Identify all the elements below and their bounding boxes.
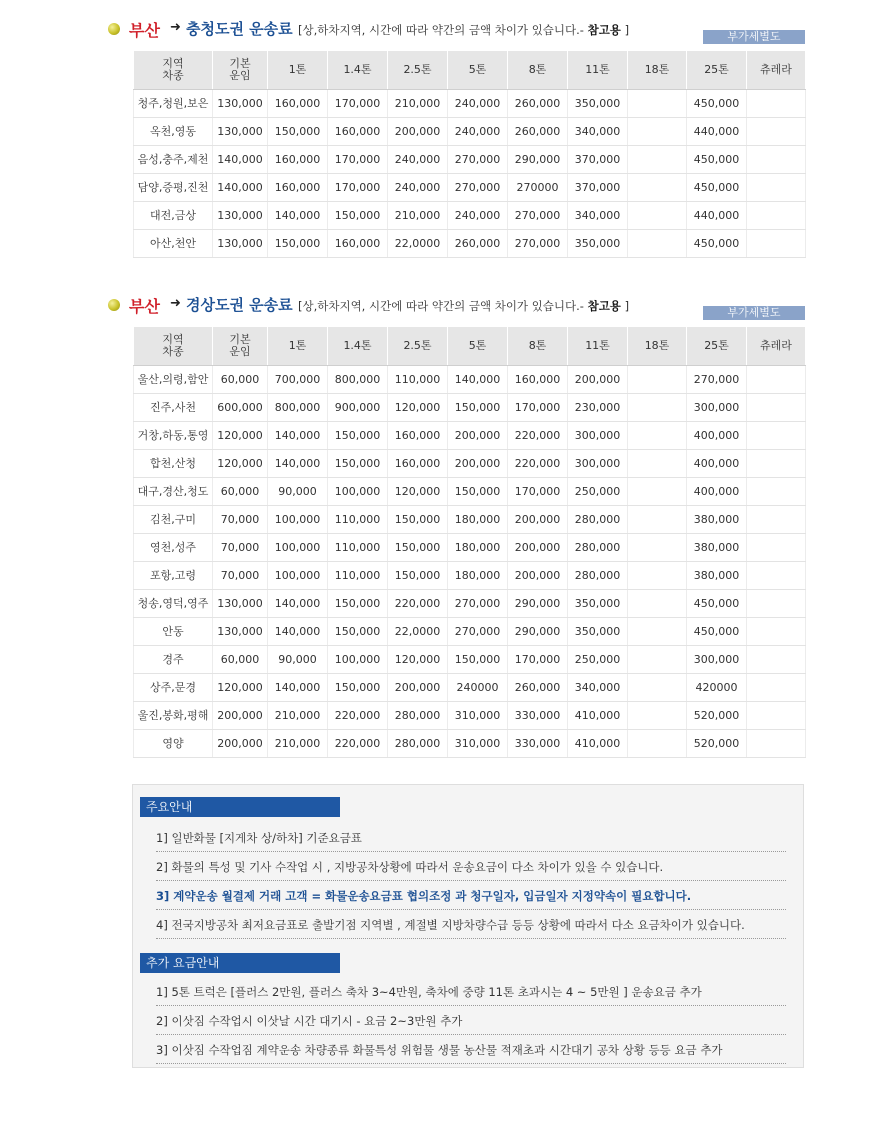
fare-cell: 150,000	[268, 230, 328, 258]
fare-cell: 400,000	[687, 478, 747, 506]
column-header: 11톤	[568, 51, 628, 90]
fare-cell: 140,000	[268, 674, 328, 702]
vat-excluded-badge: 부가세별도	[703, 30, 805, 44]
fare-cell: 180,000	[448, 506, 508, 534]
fare-cell	[747, 506, 806, 534]
column-header: 1.4톤	[328, 51, 388, 90]
fare-cell	[747, 118, 806, 146]
fare-cell: 210,000	[388, 202, 448, 230]
table-row	[134, 450, 806, 478]
table-row	[134, 506, 806, 534]
fare-cell: 70,000	[213, 506, 268, 534]
fare-cell: 300,000	[568, 450, 628, 478]
region-cell: 아산,천안	[134, 230, 213, 258]
fare-cell	[747, 146, 806, 174]
fare-cell: 280,000	[568, 562, 628, 590]
fare-cell: 400,000	[687, 450, 747, 478]
fare-cell: 340,000	[568, 118, 628, 146]
fare-cell: 900,000	[328, 394, 388, 422]
fare-cell: 160,000	[508, 366, 568, 394]
fare-cell	[747, 394, 806, 422]
fare-cell	[628, 562, 687, 590]
fare-cell: 400,000	[687, 422, 747, 450]
fare-cell: 260,000	[508, 674, 568, 702]
fare-cell: 150,000	[448, 394, 508, 422]
extra-fee-item: 2] 이삿짐 수작업시 이삿날 시간 대기시 - 요금 2~3만원 추가	[156, 1008, 786, 1035]
fare-cell: 180,000	[448, 534, 508, 562]
fare-cell: 180,000	[448, 562, 508, 590]
fare-cell: 140,000	[448, 366, 508, 394]
fare-cell: 90,000	[268, 646, 328, 674]
fare-cell	[747, 562, 806, 590]
fare-cell: 150,000	[328, 674, 388, 702]
fare-cell	[628, 506, 687, 534]
table-row	[134, 174, 806, 202]
fare-cell: 100,000	[268, 562, 328, 590]
region-cell: 경주	[134, 646, 213, 674]
fare-cell: 160,000	[388, 450, 448, 478]
fare-cell: 270,000	[687, 366, 747, 394]
column-header: 8톤	[508, 327, 568, 366]
fare-cell: 140,000	[268, 618, 328, 646]
fare-cell: 300,000	[687, 646, 747, 674]
fare-cell: 210,000	[268, 702, 328, 730]
fare-cell: 220,000	[508, 450, 568, 478]
fare-cell: 450,000	[687, 146, 747, 174]
fare-cell	[628, 478, 687, 506]
arrow-right-icon: ➜	[170, 20, 181, 35]
region-cell: 옥천,영동	[134, 118, 213, 146]
table-row	[134, 618, 806, 646]
region-cell: 김천,구미	[134, 506, 213, 534]
table-row	[134, 422, 806, 450]
column-header: 25톤	[687, 51, 747, 90]
fare-cell: 160,000	[268, 90, 328, 118]
fare-cell: 450,000	[687, 230, 747, 258]
fare-cell: 340,000	[568, 202, 628, 230]
table-row	[134, 590, 806, 618]
region-cell: 안동	[134, 618, 213, 646]
fare-cell	[628, 702, 687, 730]
fare-cell: 210,000	[268, 730, 328, 758]
fare-cell	[628, 146, 687, 174]
fare-cell: 280,000	[388, 730, 448, 758]
fare-cell: 250,000	[568, 646, 628, 674]
vat-excluded-badge: 부가세별도	[703, 306, 805, 320]
fare-cell: 450,000	[687, 590, 747, 618]
fare-cell: 140,000	[268, 422, 328, 450]
fare-cell: 200,000	[213, 730, 268, 758]
fare-cell: 240,000	[388, 146, 448, 174]
fare-cell: 350,000	[568, 230, 628, 258]
fare-cell: 270,000	[448, 146, 508, 174]
column-header: 기본 운임	[213, 51, 268, 90]
fare-cell: 220,000	[508, 422, 568, 450]
table-row	[134, 478, 806, 506]
info-box	[132, 784, 804, 1068]
fare-cell: 140,000	[268, 590, 328, 618]
fare-cell: 440,000	[687, 202, 747, 230]
fare-cell: 140,000	[213, 146, 268, 174]
fare-cell: 350,000	[568, 90, 628, 118]
fare-cell: 200,000	[448, 450, 508, 478]
fare-cell	[628, 618, 687, 646]
fare-cell: 170,000	[328, 174, 388, 202]
fare-cell: 22,0000	[388, 230, 448, 258]
fare-cell: 520,000	[687, 702, 747, 730]
column-header: 8톤	[508, 51, 568, 90]
region-cell: 진주,사천	[134, 394, 213, 422]
column-header: 11톤	[568, 327, 628, 366]
fare-cell: 150,000	[328, 618, 388, 646]
fare-cell	[747, 202, 806, 230]
column-header: 5톤	[448, 51, 508, 90]
fare-cell: 150,000	[388, 534, 448, 562]
fare-cell: 140,000	[213, 174, 268, 202]
fare-cell: 200,000	[388, 674, 448, 702]
fare-cell: 120,000	[213, 450, 268, 478]
fare-cell	[628, 730, 687, 758]
fare-cell: 520,000	[687, 730, 747, 758]
fare-cell: 330,000	[508, 730, 568, 758]
fare-cell: 800,000	[268, 394, 328, 422]
table-row	[134, 146, 806, 174]
fare-cell: 170,000	[508, 478, 568, 506]
fare-cell	[747, 478, 806, 506]
extra-fee-title: 추가 요금안내	[140, 953, 340, 973]
region-cell: 음성,충주,제천	[134, 146, 213, 174]
fare-cell: 150,000	[328, 422, 388, 450]
section-chungcheong	[108, 18, 805, 250]
fare-cell: 100,000	[268, 534, 328, 562]
fare-cell	[628, 202, 687, 230]
notice-item: 4] 전국지방공차 최저요금표로 출발기점 지역별 , 계절별 지방차량수급 등등 상황에 따라서 다소 요금차이가 있습니다.	[156, 912, 786, 939]
fare-cell	[628, 590, 687, 618]
fare-cell: 350,000	[568, 618, 628, 646]
fare-cell: 200,000	[508, 534, 568, 562]
fare-cell	[747, 174, 806, 202]
fare-cell: 150,000	[328, 450, 388, 478]
fare-cell: 150,000	[268, 118, 328, 146]
fare-cell: 160,000	[268, 174, 328, 202]
fare-cell	[628, 674, 687, 702]
fare-cell: 380,000	[687, 534, 747, 562]
fare-cell: 150,000	[388, 506, 448, 534]
region-cell: 울산,의령,함안	[134, 366, 213, 394]
fare-cell: 170,000	[508, 646, 568, 674]
region-cell: 합천,산청	[134, 450, 213, 478]
fare-cell: 150,000	[328, 202, 388, 230]
fare-cell: 300,000	[687, 394, 747, 422]
fare-cell: 310,000	[448, 702, 508, 730]
region-cell: 포항,고령	[134, 562, 213, 590]
fare-cell: 120,000	[388, 394, 448, 422]
fare-cell: 22,0000	[388, 618, 448, 646]
fare-cell: 380,000	[687, 506, 747, 534]
section-gyeongsang	[108, 294, 805, 750]
fare-cell: 140,000	[268, 450, 328, 478]
fare-cell: 150,000	[448, 478, 508, 506]
fare-cell: 450,000	[687, 90, 747, 118]
fare-cell: 270,000	[448, 618, 508, 646]
fare-cell: 100,000	[328, 478, 388, 506]
column-header: 지역 차종	[134, 51, 213, 90]
notice-item: 2] 화물의 특성 및 기사 수작업 시 , 지방공차상황에 따라서 운송요금이 다소 차이가 있을 수 있습니다.	[156, 854, 786, 881]
fare-cell: 270,000	[448, 174, 508, 202]
region-cell: 영천,성주	[134, 534, 213, 562]
fare-cell: 280,000	[568, 534, 628, 562]
table-row	[134, 230, 806, 258]
column-header: 츄레라	[747, 51, 806, 90]
fare-cell: 130,000	[213, 118, 268, 146]
fare-cell: 130,000	[213, 202, 268, 230]
fare-cell	[628, 646, 687, 674]
fare-cell: 270,000	[448, 590, 508, 618]
extra-fee-item: 1] 5톤 트럭은 [플러스 2만원, 플러스 축차 3~4만원, 축차에 중량 11톤 초과시는 4 ~ 5만원 ] 운송요금 추가	[156, 979, 786, 1006]
fare-cell: 260,000	[448, 230, 508, 258]
fare-cell: 290,000	[508, 590, 568, 618]
fare-cell	[628, 422, 687, 450]
fare-cell: 270000	[508, 174, 568, 202]
fare-cell: 260,000	[508, 118, 568, 146]
table-row	[134, 90, 806, 118]
table-row	[134, 202, 806, 230]
table-header-row	[134, 327, 806, 366]
fare-cell: 280,000	[388, 702, 448, 730]
fare-cell: 160,000	[268, 146, 328, 174]
region-cell: 청주,청원,보은	[134, 90, 213, 118]
fare-cell: 200,000	[508, 506, 568, 534]
region-cell: 대구,경산,청도	[134, 478, 213, 506]
fare-cell: 290,000	[508, 618, 568, 646]
fare-cell: 120,000	[388, 646, 448, 674]
fare-cell: 210,000	[388, 90, 448, 118]
region-cell: 영양	[134, 730, 213, 758]
column-header: 1톤	[268, 327, 328, 366]
fare-cell: 160,000	[328, 230, 388, 258]
origin-label: 부산	[129, 297, 160, 316]
fare-cell: 240,000	[448, 118, 508, 146]
fare-cell: 130,000	[213, 618, 268, 646]
column-header: 25톤	[687, 327, 747, 366]
fare-cell	[628, 230, 687, 258]
fare-cell: 280,000	[568, 506, 628, 534]
origin-label: 부산	[129, 21, 160, 40]
fare-cell: 230,000	[568, 394, 628, 422]
fare-cell: 160,000	[388, 422, 448, 450]
fare-cell: 350,000	[568, 590, 628, 618]
notice-item-highlight: 3] 계약운송 월결제 거래 고객 = 화물운송요금표 협의조정 과 청구일자, 입금일자 지정약속이 필요합니다.	[156, 883, 786, 910]
column-header: 츄레라	[747, 327, 806, 366]
fare-table	[133, 326, 806, 758]
column-header: 1톤	[268, 51, 328, 90]
fare-cell: 100,000	[328, 646, 388, 674]
fare-cell: 120,000	[213, 674, 268, 702]
table-row	[134, 118, 806, 146]
fare-cell: 130,000	[213, 230, 268, 258]
column-header: 지역 차종	[134, 327, 213, 366]
fare-cell: 330,000	[508, 702, 568, 730]
fare-cell: 110,000	[388, 366, 448, 394]
column-header: 2.5톤	[388, 51, 448, 90]
fare-cell: 440,000	[687, 118, 747, 146]
section-heading	[108, 294, 805, 318]
fare-cell	[628, 366, 687, 394]
fare-cell: 60,000	[213, 646, 268, 674]
region-cell: 상주,문경	[134, 674, 213, 702]
fare-cell: 70,000	[213, 562, 268, 590]
fare-cell	[628, 90, 687, 118]
fare-cell: 200,000	[448, 422, 508, 450]
fare-cell: 300,000	[568, 422, 628, 450]
region-cell: 거창,하동,통영	[134, 422, 213, 450]
reference-note: [상,하차지역, 시간에 따라 약간의 금액 차이가 있습니다.- 참고용 ]	[298, 299, 630, 313]
fare-cell	[747, 702, 806, 730]
fare-cell: 240,000	[448, 90, 508, 118]
fare-cell: 240,000	[388, 174, 448, 202]
fare-cell: 130,000	[213, 90, 268, 118]
table-row	[134, 534, 806, 562]
fare-cell: 170,000	[508, 394, 568, 422]
fare-cell: 240000	[448, 674, 508, 702]
fare-cell: 700,000	[268, 366, 328, 394]
column-header: 1.4톤	[328, 327, 388, 366]
fare-cell: 600,000	[213, 394, 268, 422]
fare-cell: 450,000	[687, 174, 747, 202]
fare-cell: 170,000	[328, 90, 388, 118]
table-row	[134, 562, 806, 590]
fare-cell	[747, 230, 806, 258]
fare-cell	[747, 90, 806, 118]
fare-cell: 150,000	[388, 562, 448, 590]
fare-cell	[747, 366, 806, 394]
fare-cell	[628, 450, 687, 478]
fare-cell: 90,000	[268, 478, 328, 506]
fare-cell: 410,000	[568, 702, 628, 730]
table-row	[134, 702, 806, 730]
fare-cell: 200,000	[508, 562, 568, 590]
fare-cell	[747, 534, 806, 562]
fare-cell: 240,000	[448, 202, 508, 230]
fare-cell: 160,000	[328, 118, 388, 146]
fare-cell: 110,000	[328, 534, 388, 562]
fare-cell: 270,000	[508, 230, 568, 258]
bullet-icon	[108, 23, 120, 35]
fare-cell	[628, 118, 687, 146]
fare-cell: 110,000	[328, 506, 388, 534]
fare-cell	[747, 422, 806, 450]
fare-cell	[628, 174, 687, 202]
fare-cell: 200,000	[568, 366, 628, 394]
fare-cell: 370,000	[568, 146, 628, 174]
fare-cell	[747, 618, 806, 646]
fare-cell: 150,000	[328, 590, 388, 618]
fare-cell: 60,000	[213, 366, 268, 394]
fare-cell	[747, 730, 806, 758]
fare-cell: 150,000	[448, 646, 508, 674]
fare-cell: 110,000	[328, 562, 388, 590]
table-row	[134, 674, 806, 702]
region-cell: 청송,영덕,영주	[134, 590, 213, 618]
table-row	[134, 646, 806, 674]
fare-cell: 340,000	[568, 674, 628, 702]
fare-cell: 140,000	[268, 202, 328, 230]
extra-fee-item: 3] 이삿짐 수작업짐 계약운송 차량종류 화물특성 위험물 생물 농산물 적재초과 시간대기 공차 상황 등등 요금 추가	[156, 1037, 786, 1064]
table-row	[134, 394, 806, 422]
destination-title: 경상도권 운송료	[186, 296, 293, 314]
bullet-icon	[108, 299, 120, 311]
section-heading	[108, 18, 805, 42]
fare-cell: 450,000	[687, 618, 747, 646]
fare-cell: 800,000	[328, 366, 388, 394]
fare-cell: 290,000	[508, 146, 568, 174]
region-cell: 대전,금상	[134, 202, 213, 230]
region-cell: 담양,증평,진천	[134, 174, 213, 202]
notice-item: 1] 일반화물 [지게차 상/하차] 기준요금표	[156, 825, 786, 852]
fare-cell	[747, 646, 806, 674]
fare-cell	[628, 394, 687, 422]
fare-cell: 380,000	[687, 562, 747, 590]
column-header: 18톤	[628, 51, 687, 90]
column-header: 2.5톤	[388, 327, 448, 366]
notice-title: 주요안내	[140, 797, 340, 817]
fare-cell: 200,000	[213, 702, 268, 730]
fare-cell	[747, 450, 806, 478]
fare-cell: 310,000	[448, 730, 508, 758]
fare-cell: 60,000	[213, 478, 268, 506]
fare-cell: 200,000	[388, 118, 448, 146]
fare-cell: 260,000	[508, 90, 568, 118]
fare-cell: 370,000	[568, 174, 628, 202]
table-row	[134, 730, 806, 758]
fare-cell	[628, 534, 687, 562]
fare-cell: 170,000	[328, 146, 388, 174]
fare-cell	[747, 590, 806, 618]
fare-cell: 70,000	[213, 534, 268, 562]
fare-cell: 120,000	[213, 422, 268, 450]
fare-cell: 250,000	[568, 478, 628, 506]
fare-cell: 220,000	[328, 730, 388, 758]
arrow-right-icon: ➜	[170, 296, 181, 311]
table-row	[134, 366, 806, 394]
fare-cell: 100,000	[268, 506, 328, 534]
fare-cell: 120,000	[388, 478, 448, 506]
reference-note: [상,하차지역, 시간에 따라 약간의 금액 차이가 있습니다.- 참고용 ]	[298, 23, 630, 37]
destination-title: 충청도권 운송료	[186, 20, 293, 38]
fare-cell: 130,000	[213, 590, 268, 618]
fare-cell	[747, 674, 806, 702]
fare-cell: 220,000	[328, 702, 388, 730]
column-header: 5톤	[448, 327, 508, 366]
fare-cell: 410,000	[568, 730, 628, 758]
table-header-row	[134, 51, 806, 90]
column-header: 기본 운임	[213, 327, 268, 366]
fare-cell: 220,000	[388, 590, 448, 618]
fare-table	[133, 50, 806, 258]
fare-cell: 420000	[687, 674, 747, 702]
column-header: 18톤	[628, 327, 687, 366]
fare-cell: 270,000	[508, 202, 568, 230]
region-cell: 울진,봉화,평해	[134, 702, 213, 730]
